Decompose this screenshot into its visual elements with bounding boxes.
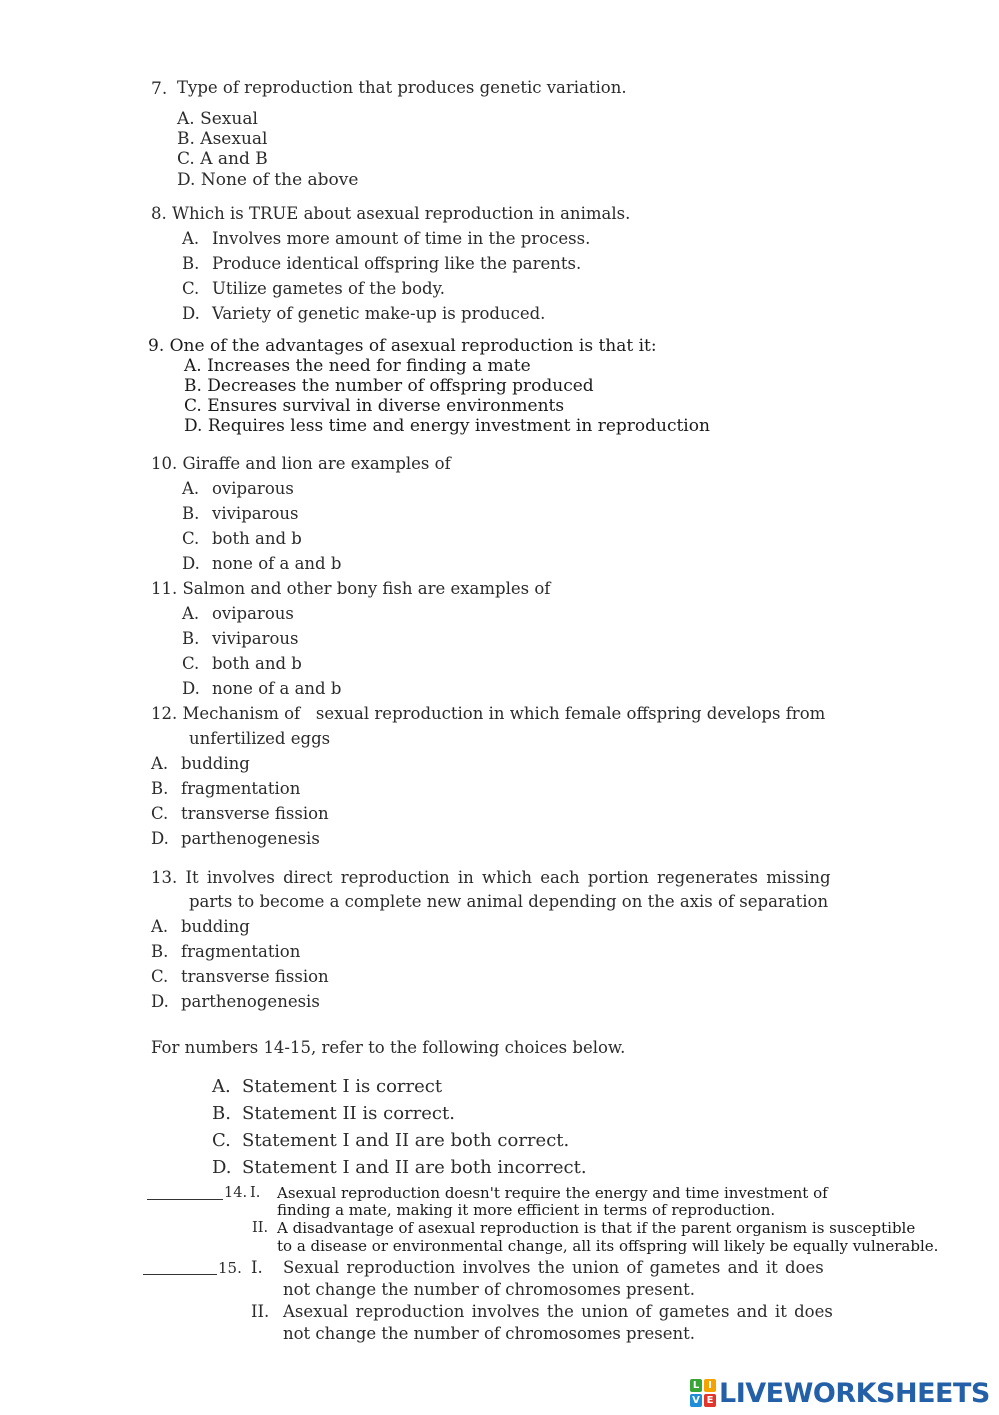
logo-letter-l: L <box>690 1379 702 1392</box>
question-10-option-b: viviparous <box>212 504 299 523</box>
question-9-option-c: C. Ensures survival in diverse environments <box>184 396 565 416</box>
question-8-option-d-letter: D. <box>182 304 200 323</box>
question-12-option-a-letter: A. <box>151 754 169 773</box>
question-11-option-a-letter: A. <box>182 604 200 623</box>
question-8-option-b: Produce identical offspring like the parents. <box>212 254 582 273</box>
question-13-option-a: budding <box>181 917 250 936</box>
question-12-option-d: parthenogenesis <box>181 829 320 848</box>
logo-letter-v: V <box>690 1394 702 1407</box>
question-7-option-c: C. A and B <box>177 149 268 169</box>
question-12-option-c-letter: C. <box>151 804 169 823</box>
question-11-option-a: oviparous <box>212 604 294 623</box>
reference-option-d: Statement I and II are both incorrect. <box>242 1157 587 1178</box>
question-10-option-a: oviparous <box>212 479 294 498</box>
question-12-text-line-1: 12. Mechanism of sexual reproduction in which female offspring develops from <box>151 704 826 723</box>
question-10-option-b-letter: B. <box>182 504 200 523</box>
liveworksheets-logo <box>690 1376 990 1410</box>
answer-blank-15[interactable] <box>143 1274 217 1275</box>
question-15-number: 15. <box>218 1259 242 1277</box>
question-14-statement-1-line-2: finding a mate, making it more efficient in terms of reproduction. <box>277 1201 776 1219</box>
question-14-statement-2-line-2: to a disease or environmental change, all its offspring will likely be equally vulnerable. <box>277 1237 939 1255</box>
question-10-option-d: none of a and b <box>212 554 342 573</box>
question-11-text: 11. Salmon and other bony fish are examples of <box>151 579 551 598</box>
logo-letter-i: I <box>704 1379 716 1392</box>
question-15-statement-2-line-1: Asexual reproduction involves the union of gametes and it does <box>283 1302 833 1321</box>
question-15-statement-1-label: I. <box>251 1258 263 1277</box>
reference-option-a: Statement I is correct <box>242 1076 443 1097</box>
logo-letter-e: E <box>704 1394 716 1407</box>
question-9-option-d: D. Requires less time and energy investment in reproduction <box>184 416 710 436</box>
question-12-option-b-letter: B. <box>151 779 169 798</box>
question-10-option-a-letter: A. <box>182 479 200 498</box>
question-14-statement-1-label: I. <box>250 1185 261 1201</box>
question-12-option-d-letter: D. <box>151 829 169 848</box>
answer-blank-14[interactable] <box>147 1199 223 1200</box>
question-8-text: 8. Which is TRUE about asexual reproduction in animals. <box>151 204 631 223</box>
question-15-statement-2-label: II. <box>251 1302 270 1321</box>
question-10-option-c-letter: C. <box>182 529 200 548</box>
question-12-option-a: budding <box>181 754 250 773</box>
question-10-option-c: both and b <box>212 529 302 548</box>
question-9-text: 9. One of the advantages of asexual reproduction is that it: <box>148 336 657 356</box>
question-9-option-a: A. Increases the need for finding a mate <box>184 356 531 376</box>
question-15-statement-1-line-2: not change the number of chromosomes present. <box>283 1280 695 1299</box>
question-8-option-d: Variety of genetic make-up is produced. <box>212 304 546 323</box>
question-11-option-c-letter: C. <box>182 654 200 673</box>
question-10-option-d-letter: D. <box>182 554 200 573</box>
question-7-option-d: D. None of the above <box>177 170 359 190</box>
question-13-text-line-2: parts to become a complete new animal depending on the axis of separation <box>189 892 829 911</box>
question-8-option-b-letter: B. <box>182 254 200 273</box>
reference-option-b-letter: B. <box>212 1103 231 1124</box>
question-13-option-b: fragmentation <box>181 942 301 961</box>
question-8-option-a: Involves more amount of time in the process. <box>212 229 591 248</box>
question-8-option-a-letter: A. <box>182 229 200 248</box>
question-11-option-d-letter: D. <box>182 679 200 698</box>
question-10-text: 10. Giraffe and lion are examples of <box>151 454 451 473</box>
question-15-statement-2-line-2: not change the number of chromosomes present. <box>283 1324 695 1343</box>
question-7-option-b: B. Asexual <box>177 129 268 149</box>
question-11-option-d: none of a and b <box>212 679 342 698</box>
question-13-option-b-letter: B. <box>151 942 169 961</box>
reference-option-d-letter: D. <box>212 1157 232 1178</box>
question-8-option-c: Utilize gametes of the body. <box>212 279 445 298</box>
question-11-option-c: both and b <box>212 654 302 673</box>
question-13-text-line-1: 13. It involves direct reproduction in which each portion regenerates missing <box>151 868 831 887</box>
question-8-option-c-letter: C. <box>182 279 200 298</box>
liveworksheets-logo-icon <box>690 1379 716 1407</box>
reference-option-a-letter: A. <box>212 1076 231 1097</box>
question-11-option-b-letter: B. <box>182 629 200 648</box>
question-14-statement-2-label: II. <box>252 1220 269 1236</box>
question-13-option-c: transverse fission <box>181 967 329 986</box>
question-11-option-b: viviparous <box>212 629 299 648</box>
question-12-option-b: fragmentation <box>181 779 301 798</box>
question-15-statement-1-line-1: Sexual reproduction involves the union of gametes and it does <box>283 1258 824 1277</box>
question-7-text: Type of reproduction that produces genetic variation. <box>177 78 627 97</box>
reference-instruction: For numbers 14-15, refer to the following choices below. <box>151 1038 626 1057</box>
question-14-number: 14. <box>224 1185 248 1201</box>
question-14-statement-1-line-1: Asexual reproduction doesn't require the energy and time investment of <box>277 1184 828 1202</box>
question-7-option-a: A. Sexual <box>177 109 258 129</box>
question-13-option-a-letter: A. <box>151 917 169 936</box>
reference-option-c: Statement I and II are both correct. <box>242 1130 570 1151</box>
question-13-option-c-letter: C. <box>151 967 169 986</box>
question-13-option-d-letter: D. <box>151 992 169 1011</box>
question-12-text-line-2: unfertilized eggs <box>189 729 331 748</box>
reference-option-c-letter: C. <box>212 1130 231 1151</box>
liveworksheets-logo-text: LIVEWORKSHEETS <box>719 1377 990 1409</box>
question-13-option-d: parthenogenesis <box>181 992 320 1011</box>
question-14-statement-2-line-1: A disadvantage of asexual reproduction is that if the parent organism is susceptible <box>277 1219 916 1237</box>
reference-option-b: Statement II is correct. <box>242 1103 455 1124</box>
question-12-option-c: transverse fission <box>181 804 329 823</box>
question-9-option-b: B. Decreases the number of offspring produced <box>184 376 594 396</box>
question-7-number: 7. <box>151 79 168 99</box>
